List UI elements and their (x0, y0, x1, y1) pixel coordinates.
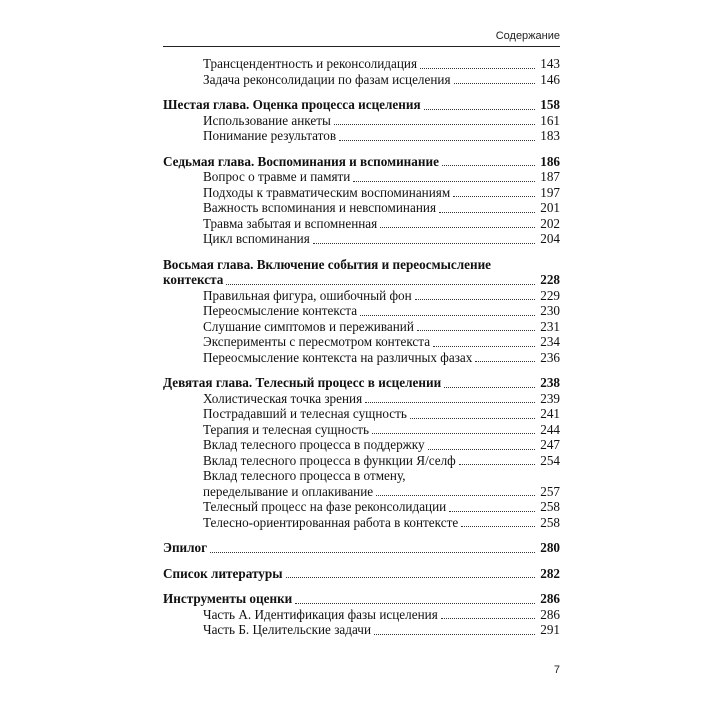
toc-chapter-title: Эпилог (163, 540, 208, 555)
toc-entry (163, 350, 560, 366)
toc-entry (163, 169, 560, 185)
running-header (163, 30, 560, 47)
toc-entry-title: Часть Б. Целительские задачи (203, 622, 371, 637)
dot-leader (417, 329, 535, 331)
dot-leader (380, 226, 535, 228)
toc-entry (163, 607, 560, 623)
dot-leader (442, 164, 535, 166)
dot-leader (410, 417, 535, 419)
toc-entry (163, 200, 560, 216)
toc-entry-page: 204 (540, 231, 560, 246)
dot-leader (461, 525, 535, 527)
toc-entry-page: 244 (540, 421, 560, 437)
toc-entry-page: 143 (540, 56, 560, 71)
toc-entry (163, 113, 560, 129)
dot-leader (428, 448, 535, 450)
dot-leader (454, 82, 535, 84)
toc-entry (163, 515, 560, 531)
toc-chapter-title: Шестая глава. Оценка процесса исцеления (163, 97, 421, 112)
dot-leader (433, 345, 535, 347)
toc-entry-page: 241 (540, 406, 560, 421)
toc-entry-page: 286 (540, 606, 560, 622)
toc-entry-page: 146 (540, 71, 560, 87)
dot-leader (295, 602, 535, 604)
toc-entry-title: Вклад телесного процесса в поддержку (203, 437, 425, 452)
toc-entry (163, 622, 560, 638)
toc-entry-page: 187 (540, 169, 560, 184)
toc-chapter (163, 566, 560, 582)
toc-chapter (163, 540, 560, 556)
toc-entry (163, 303, 560, 319)
dot-leader (360, 314, 535, 316)
toc-entry-page: 257 (540, 483, 560, 499)
toc-entry (163, 288, 560, 304)
toc-entry (163, 499, 560, 515)
toc-entry-title: Использование анкеты (203, 112, 331, 128)
dot-leader (475, 360, 535, 362)
page-number: 7 (553, 664, 560, 676)
toc-chapter-page: 286 (540, 591, 560, 606)
dot-leader (441, 617, 535, 619)
toc-chapter-title: Девятая глава. Телесный процесс в исцелении (163, 375, 442, 390)
dot-leader (459, 463, 535, 465)
toc-entry-title: Правильная фигура, ошибочный фон (203, 287, 412, 303)
dot-leader (415, 298, 535, 300)
toc-entry-title: Телесный процесс на фазе реконсолидации (203, 499, 447, 514)
toc-entry-title: Задача реконсолидации по фазам исцеления (203, 71, 451, 87)
toc-entry-page: 183 (540, 128, 560, 143)
toc-entry (163, 128, 560, 144)
header-title: Содержание (495, 30, 560, 42)
toc-entry-page: 247 (540, 437, 560, 452)
toc-entry-page: 161 (540, 112, 560, 128)
dot-leader (449, 510, 535, 512)
toc-entry-page: 229 (540, 287, 560, 303)
dot-leader (376, 494, 535, 496)
toc-entry (163, 334, 560, 350)
dot-leader (453, 195, 535, 197)
toc-entry-title: Вклад телесного процесса в функции Я/селф (203, 452, 456, 468)
toc-chapter (163, 375, 560, 391)
toc-entry-title: Часть А. Идентификация фазы исцеления (203, 606, 438, 622)
toc-entry-page: 258 (540, 499, 560, 514)
toc-chapter (163, 154, 560, 170)
toc-entry-title: Эксперименты с пересмотром контекста (203, 334, 431, 349)
toc-chapter (163, 591, 560, 607)
toc-entry-page: 197 (540, 184, 560, 200)
dot-leader (286, 576, 535, 578)
toc-entry (163, 319, 560, 335)
toc-entry-page: 236 (540, 349, 560, 365)
toc-entry-page: 201 (540, 200, 560, 215)
toc-chapter-title: Седьмая глава. Воспоминания и вспоминание (163, 153, 439, 169)
toc-entry-title: Цикл вспоминания (203, 231, 310, 246)
dot-leader (420, 67, 535, 69)
toc-entry-page: 231 (540, 318, 560, 334)
toc-entry (163, 437, 560, 453)
toc-chapter-title-line1: Восьмая глава. Включение события и переосмысление (163, 256, 492, 272)
toc-chapter-page: 282 (540, 565, 560, 581)
toc-entry-title: Подходы к травматическим воспоминаниям (203, 184, 451, 200)
toc-entry-page: 234 (540, 334, 560, 349)
toc-entry (163, 406, 560, 422)
toc-chapter-page: 280 (540, 540, 560, 555)
toc-entry-title: Понимание результатов (203, 128, 337, 143)
toc-chapter-page: 158 (540, 97, 560, 112)
dot-leader (339, 139, 535, 141)
toc-chapter-page: 238 (540, 375, 560, 390)
toc-entry-title: Пострадавший и телесная сущность (203, 406, 407, 421)
toc-entry-page: 291 (540, 622, 560, 637)
toc-entry-title-line1: Вклад телесного процесса в отмену, (203, 468, 406, 483)
toc-entry (163, 216, 560, 232)
dot-leader (226, 283, 535, 285)
toc-entry (163, 185, 560, 201)
toc-entry (163, 484, 560, 500)
toc-entry-page: 202 (540, 215, 560, 231)
dot-leader (444, 386, 535, 388)
toc-entry-title: Вопрос о травме и памяти (203, 169, 351, 184)
toc-entry-title: Терапия и телесная сущность (203, 421, 370, 437)
toc-entry (163, 231, 560, 247)
dot-leader (334, 123, 535, 125)
toc-entry (163, 391, 560, 407)
dot-leader (210, 551, 535, 553)
toc-entry-title: Важность вспоминания и невспоминания (203, 200, 437, 215)
toc-entry-page: 254 (540, 452, 560, 468)
toc-entry-title: Переосмысление контекста на различных фазах (203, 349, 473, 365)
dot-leader (353, 180, 535, 182)
toc-entry (163, 422, 560, 438)
toc-entry-title-line2: переделывание и оплакивание (203, 483, 374, 499)
dot-leader (439, 211, 535, 213)
toc-entry-page: 258 (540, 514, 560, 530)
toc-chapter-page: 186 (540, 153, 560, 169)
toc-entry-page: 239 (540, 390, 560, 406)
toc-entry-title: Холистическая точка зрения (203, 390, 363, 406)
toc-entry-title: Переосмысление контекста (203, 303, 358, 318)
dot-leader (365, 401, 535, 403)
toc-entry-title: Слушание симптомов и переживаний (203, 318, 414, 334)
toc-entry-title: Телесно-ориентированная работа в контексте (203, 514, 459, 530)
toc-chapter (163, 97, 560, 113)
header-rule (163, 46, 560, 47)
table-of-contents (163, 56, 560, 638)
dot-leader (424, 108, 535, 110)
toc-chapter-title: Инструменты оценки (163, 591, 293, 606)
toc-entry (163, 453, 560, 469)
toc-entry-title: Трансцендентность и реконсолидация (203, 56, 418, 71)
toc-chapter-title-line2: контекста (163, 272, 224, 287)
toc-chapter (163, 272, 560, 288)
toc-chapter-title: Список литературы (163, 565, 283, 581)
toc-entry (163, 56, 560, 72)
toc-entry-page: 230 (540, 303, 560, 318)
dot-leader (372, 432, 535, 434)
toc-chapter-page: 228 (540, 272, 560, 287)
dot-leader (374, 633, 535, 635)
toc-entry-title: Травма забытая и вспомненная (203, 215, 378, 231)
dot-leader (313, 242, 535, 244)
toc-entry (163, 72, 560, 88)
